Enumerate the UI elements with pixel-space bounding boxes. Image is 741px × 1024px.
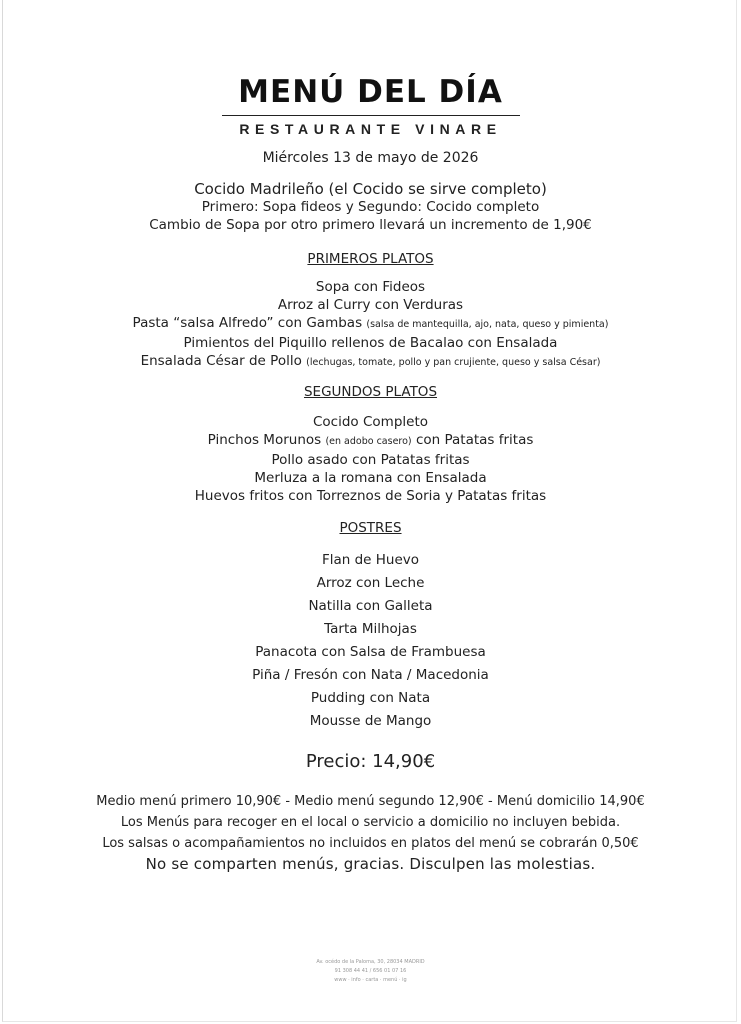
menu-title: MENÚ DEL DÍA — [238, 74, 503, 110]
list-item: Pudding con Nata — [310, 690, 431, 706]
special-line-2: Primero: Sopa fideos y Segundo: Cocido completo — [201, 199, 540, 215]
footer-line-4: No se comparten menús, gracias. Disculpen las molestias. — [145, 855, 596, 873]
list-item: Piña / Fresón con Nata / Macedonia — [252, 667, 489, 683]
menu-date: Miércoles 13 de mayo de 2026 — [262, 150, 479, 166]
list-item: Huevos fritos con Torreznos de Soria y Patatas fritas — [194, 488, 547, 504]
footer-line-1: Medio menú primero 10,90€ - Medio menú segundo 12,90€ - Menú domicilio 14,90€ — [96, 794, 645, 809]
postres-heading: POSTRES — [339, 520, 402, 536]
list-item: Pasta “salsa Alfredo” con Gambas (salsa de mantequilla, ajo, nata, queso y pimienta) — [132, 315, 609, 331]
footer-line-2: Los Menús para recoger en el local o servicio a domicilio no incluyen bebida. — [120, 815, 621, 830]
item-note: (lechugas, tomate, pollo y pan crujiente, queso y salsa César) — [306, 357, 601, 368]
item-note: (salsa de mantequilla, ajo, nata, queso y pimienta) — [366, 319, 609, 330]
list-item: Pollo asado con Patatas fritas — [271, 452, 470, 468]
list-item: Panacota con Salsa de Frambuesa — [255, 644, 486, 660]
footer-line-3: Los salsas o acompañamientos no incluidos en platos del menú se cobrarán 0,50€ — [102, 836, 639, 851]
primeros-list — [0, 278, 741, 372]
title-underline — [222, 115, 520, 116]
list-item: Arroz con Leche — [316, 575, 425, 591]
list-item: Pimientos del Piquillo rellenos de Bacalao con Ensalada — [183, 335, 558, 351]
list-item: Mousse de Mango — [309, 713, 432, 729]
item-note: (en adobo casero) — [325, 436, 412, 447]
list-item: Pinchos Morunos (en adobo casero) con Patatas fritas — [207, 432, 534, 448]
list-item: Ensalada César de Pollo (lechugas, tomate, pollo y pan crujiente, queso y salsa César) — [140, 353, 601, 369]
list-item: Sopa con Fideos — [315, 279, 426, 295]
list-item: Cocido Completo — [313, 414, 428, 430]
primeros-heading: PRIMEROS PLATOS — [307, 251, 434, 267]
segundos-heading: SEGUNDOS PLATOS — [303, 384, 438, 400]
address-block — [0, 958, 741, 985]
list-item: Tarta Milhojas — [324, 621, 417, 637]
restaurant-name: RESTAURANTE VINARE — [239, 121, 502, 137]
special-block — [0, 180, 741, 234]
address-line-1: Av. océdo de la Paloma, 30, 28034 MADRID — [316, 959, 425, 965]
special-line-1: Cocido Madrileño (el Cocido se sirve completo) — [194, 180, 547, 198]
list-item: Natilla con Galleta — [308, 598, 433, 614]
list-item: Arroz al Curry con Verduras — [277, 297, 464, 313]
address-line-3: www · info · carta · menú · ig — [334, 977, 407, 983]
list-item: Merluza a la romana con Ensalada — [254, 470, 487, 486]
list-item: Flan de Huevo — [321, 552, 420, 568]
postres-list — [0, 549, 741, 733]
footer-notes — [0, 791, 741, 875]
address-line-2: 91 308 44 41 / 656 01 07 16 — [334, 968, 407, 974]
special-line-3: Cambio de Sopa por otro primero llevará un incremento de 1,90€ — [149, 217, 592, 233]
menu-price: Precio: 14,90€ — [305, 751, 436, 772]
segundos-list — [0, 413, 741, 505]
